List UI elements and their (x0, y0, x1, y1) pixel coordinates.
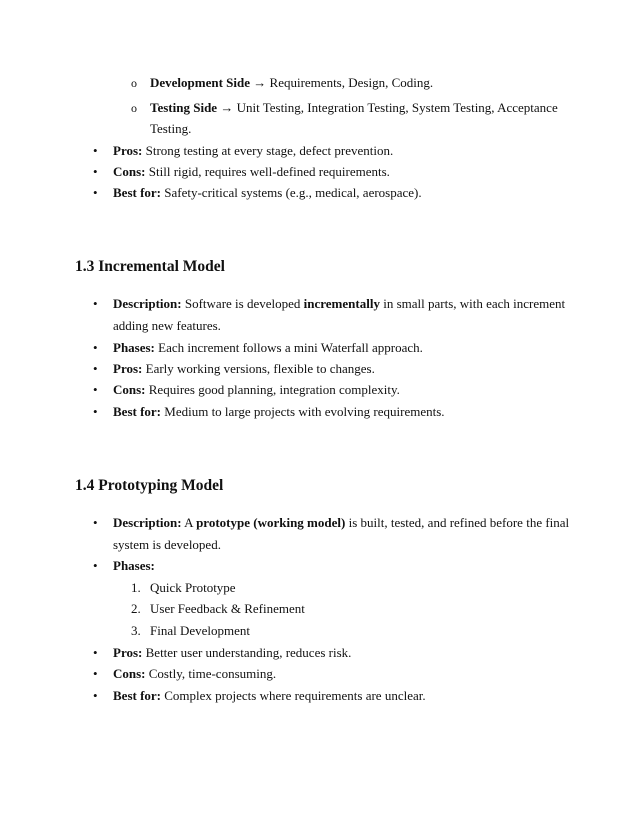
list-item-text: Better user understanding, reduces risk. (142, 645, 352, 660)
list-item-pros (113, 361, 375, 377)
emphasis-text: incrementally (303, 296, 380, 311)
bullet-marker: • (93, 361, 98, 376)
list-item-description (113, 296, 565, 312)
sub-item-text: → Requirements, Design, Coding. (250, 75, 434, 90)
sub-item-continuation: Testing. (150, 121, 192, 136)
list-item-cons (113, 164, 390, 180)
sub-item-label: Development Side (150, 75, 251, 90)
list-item-label: Best for: (113, 185, 162, 200)
bullet-marker: • (93, 688, 98, 703)
bullet-marker: • (93, 296, 98, 311)
list-item-label: Best for: (113, 404, 162, 419)
phase-item: Quick Prototype (150, 580, 236, 595)
bullet-marker: • (93, 404, 98, 419)
sub-item-label: Testing Side (150, 100, 218, 115)
list-item-text: Software is developed (181, 296, 304, 311)
list-item-cons (113, 382, 400, 398)
list-item-text: Early working versions, flexible to changes. (142, 361, 375, 376)
list-item-text: in small parts, with each increment (379, 296, 566, 311)
list-item-continuation: system is developed. (113, 537, 221, 552)
list-item-text: Safety-critical systems (e.g., medical, aerospace). (161, 185, 422, 200)
list-item-text: Still rigid, requires well-defined requirements. (145, 164, 390, 179)
list-item-label: Cons: (113, 382, 146, 397)
bullet-marker: • (93, 164, 98, 179)
list-item-phases (113, 558, 155, 574)
list-item-pros (113, 143, 393, 159)
list-item-text: A (181, 515, 197, 530)
list-item-text: Each increment follows a mini Waterfall approach. (154, 340, 423, 355)
bullet-marker: • (93, 645, 98, 660)
list-item-label: Pros: (113, 143, 143, 158)
list-item-label: Description: (113, 296, 182, 311)
bullet-marker: • (93, 515, 98, 530)
list-item-pros (113, 645, 351, 661)
sub-item-text: → Unit Testing, Integration Testing, System Testing, Acceptance (217, 100, 558, 115)
list-item-label: Pros: (113, 361, 143, 376)
list-item-label: Best for: (113, 688, 162, 703)
phase-number: 1. (131, 580, 141, 595)
list-item-best-for (113, 404, 445, 420)
list-item-best-for (113, 688, 426, 704)
phase-number: 3. (131, 623, 141, 638)
list-item-label: Phases: (113, 558, 155, 573)
list-item-description (113, 515, 569, 531)
list-item-continuation: adding new features. (113, 318, 221, 333)
list-item-label: Description: (113, 515, 182, 530)
bullet-marker: • (93, 382, 98, 397)
list-item-label: Phases: (113, 340, 155, 355)
list-item-text: is built, tested, and refined before the final (345, 515, 570, 530)
list-item-text: Strong testing at every stage, defect prevention. (142, 143, 394, 158)
phase-item: Final Development (150, 623, 251, 638)
sub-bullet-marker: o (131, 76, 137, 90)
section-heading-incremental: 1.3 Incremental Model (75, 258, 225, 275)
list-item-cons (113, 666, 276, 682)
phase-item: User Feedback & Refinement (150, 601, 305, 616)
list-item-label: Pros: (113, 645, 143, 660)
list-item-text: Requires good planning, integration complexity. (145, 382, 400, 397)
bullet-marker: • (93, 558, 98, 573)
emphasis-text: prototype (working model) (196, 515, 346, 530)
phase-number: 2. (131, 601, 141, 616)
section-heading-prototyping: 1.4 Prototyping Model (75, 477, 224, 494)
list-item-label: Cons: (113, 164, 146, 179)
list-item-best-for (113, 185, 422, 201)
sub-item-testing-side (150, 100, 558, 116)
bullet-marker: • (93, 340, 98, 355)
bullet-marker: • (93, 143, 98, 158)
bullet-marker: • (93, 185, 98, 200)
list-item-text: Complex projects where requirements are unclear. (161, 688, 426, 703)
list-item-text: Costly, time-consuming. (145, 666, 277, 681)
list-item-text: Medium to large projects with evolving requirements. (161, 404, 445, 419)
list-item-phases (113, 340, 423, 356)
sub-bullet-marker: o (131, 101, 137, 115)
sub-item-development-side (150, 75, 433, 91)
bullet-marker: • (93, 666, 98, 681)
list-item-label: Cons: (113, 666, 146, 681)
